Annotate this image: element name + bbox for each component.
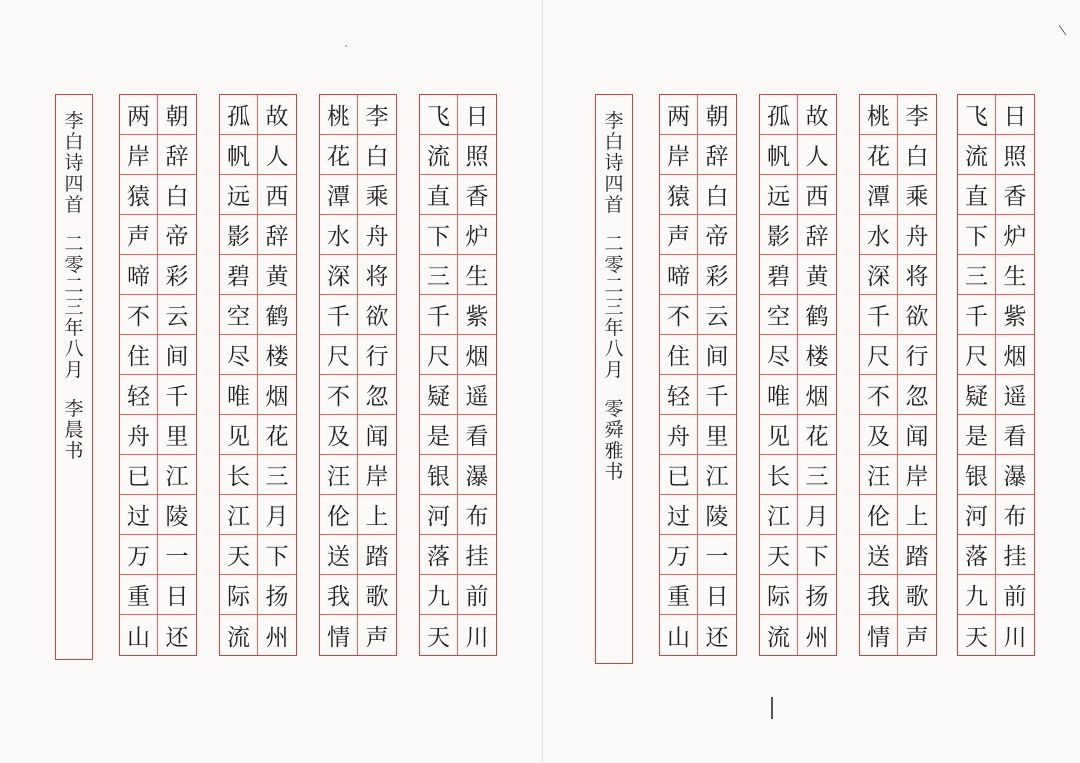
- character-cell: 日: [996, 95, 1034, 135]
- character-cell: 空: [760, 295, 798, 335]
- title-char: 诗: [604, 152, 624, 174]
- character-cell: 飞: [958, 95, 996, 135]
- character-cell: 我: [860, 575, 898, 615]
- character-cell: 山: [660, 615, 698, 655]
- character-cell: 天: [958, 615, 996, 655]
- character-cell: 千: [320, 295, 358, 335]
- character-cell: 见: [220, 415, 258, 455]
- character-cell: 江: [220, 495, 258, 535]
- character-cell: 天: [420, 615, 458, 655]
- character-cell: 流: [220, 615, 258, 655]
- date-char: 月: [604, 359, 624, 381]
- title-char: 李: [64, 110, 84, 132]
- character-cell: 故: [798, 95, 836, 135]
- character-cell: 三: [798, 455, 836, 495]
- character-cell: 瀑: [458, 455, 496, 495]
- character-cell: 下: [258, 535, 296, 575]
- character-cell: 际: [760, 575, 798, 615]
- date-char: 二: [64, 275, 84, 297]
- character-cell: 月: [798, 495, 836, 535]
- character-cell: 碧: [760, 255, 798, 295]
- character-cell: 照: [458, 135, 496, 175]
- character-cell: 桃: [860, 95, 898, 135]
- poem-grid-right-3: [859, 94, 937, 656]
- character-cell: 间: [698, 335, 736, 375]
- character-cell: 帆: [760, 135, 798, 175]
- character-cell: 闻: [898, 415, 936, 455]
- character-cell: 乘: [358, 175, 396, 215]
- character-cell: 啼: [660, 255, 698, 295]
- character-cell: 歌: [898, 575, 936, 615]
- poem-grid-1: [119, 94, 197, 656]
- character-cell: 尺: [958, 335, 996, 375]
- title-chars: [64, 111, 83, 216]
- character-cell: 彩: [158, 255, 196, 295]
- character-cell: 流: [958, 135, 996, 175]
- character-cell: 上: [898, 495, 936, 535]
- character-cell: 河: [420, 495, 458, 535]
- poem-grid-2: [219, 94, 297, 656]
- character-cell: 踏: [898, 535, 936, 575]
- character-cell: 潭: [320, 175, 358, 215]
- character-cell: 九: [420, 575, 458, 615]
- character-cell: 千: [420, 295, 458, 335]
- character-cell: 岸: [660, 135, 698, 175]
- character-cell: 舟: [358, 215, 396, 255]
- character-cell: 李: [358, 95, 396, 135]
- character-cell: 陵: [158, 495, 196, 535]
- character-cell: 烟: [996, 335, 1034, 375]
- character-cell: 花: [798, 415, 836, 455]
- character-cell: 唯: [220, 375, 258, 415]
- character-cell: 紫: [996, 295, 1034, 335]
- poem-grid-4: [419, 94, 497, 656]
- character-cell: 万: [120, 535, 158, 575]
- character-cell: 啼: [120, 255, 158, 295]
- character-cell: 重: [120, 575, 158, 615]
- character-cell: 两: [120, 95, 158, 135]
- character-cell: 前: [458, 575, 496, 615]
- character-cell: 楼: [798, 335, 836, 375]
- date-char: 零: [64, 254, 84, 276]
- character-cell: 李: [898, 95, 936, 135]
- character-cell: 西: [798, 175, 836, 215]
- character-cell: 鹤: [798, 295, 836, 335]
- character-cell: 直: [420, 175, 458, 215]
- title-char: 首: [604, 194, 624, 216]
- character-cell: 花: [320, 135, 358, 175]
- character-cell: 银: [958, 455, 996, 495]
- character-cell: 住: [660, 335, 698, 375]
- character-cell: 舟: [898, 215, 936, 255]
- character-cell: 猿: [660, 175, 698, 215]
- signature-char: 书: [64, 440, 84, 462]
- character-cell: 白: [158, 175, 196, 215]
- character-cell: 还: [705, 624, 729, 651]
- character-cell: 见: [760, 415, 798, 455]
- character-cell: 轻: [660, 375, 698, 415]
- character-cell: 故: [258, 95, 296, 135]
- character-cell: 及: [320, 415, 358, 455]
- character-cell: 将: [358, 255, 396, 295]
- character-cell: 轻: [120, 375, 158, 415]
- character-cell: 万: [660, 535, 698, 575]
- character-cell: 三: [258, 455, 296, 495]
- character-cell: 人: [258, 135, 296, 175]
- character-cell: 忽: [358, 375, 396, 415]
- character-cell: 影: [220, 215, 258, 255]
- character-cell: 过: [120, 495, 158, 535]
- date-char: 年: [604, 317, 624, 339]
- character-cell: 舟: [660, 415, 698, 455]
- character-cell: 帝: [158, 215, 196, 255]
- character-cell: 日: [698, 575, 736, 615]
- character-cell: 行: [898, 335, 936, 375]
- character-cell: 潭: [860, 175, 898, 215]
- character-cell: 帝: [698, 215, 736, 255]
- character-cell: 落: [958, 535, 996, 575]
- character-cell: 不: [860, 375, 898, 415]
- character-cell: 三: [420, 255, 458, 295]
- character-cell: 上: [358, 495, 396, 535]
- character-cell: 猿: [120, 175, 158, 215]
- character-cell: 歌: [358, 575, 396, 615]
- character-cell: 间: [158, 335, 196, 375]
- date-char: 月: [64, 359, 84, 381]
- character-cell: 欲: [898, 295, 936, 335]
- title-char: 四: [604, 173, 624, 195]
- character-cell: 瀑: [996, 455, 1034, 495]
- character-cell: 下: [420, 215, 458, 255]
- character-cell: 辞: [158, 135, 196, 175]
- title-char: 白: [604, 131, 624, 153]
- character-cell: 州: [265, 624, 289, 651]
- character-cell: 岸: [120, 135, 158, 175]
- character-cell: 挂: [996, 535, 1034, 575]
- character-cell: 日: [158, 575, 196, 615]
- character-cell: 踏: [358, 535, 396, 575]
- title-column-box: [55, 94, 93, 660]
- character-cell: 朝: [698, 95, 736, 135]
- character-cell: 紫: [458, 295, 496, 335]
- character-cell: 人: [798, 135, 836, 175]
- character-cell: 孤: [760, 95, 798, 135]
- character-cell: 水: [320, 215, 358, 255]
- character-cell: 遥: [458, 375, 496, 415]
- character-cell: 影: [760, 215, 798, 255]
- character-cell: 舟: [120, 415, 158, 455]
- character-cell: 是: [420, 415, 458, 455]
- character-cell: 月: [258, 495, 296, 535]
- character-cell: 千: [860, 295, 898, 335]
- title-char: 四: [64, 173, 84, 195]
- character-cell: 不: [660, 295, 698, 335]
- character-cell: 闻: [358, 415, 396, 455]
- character-cell: 河: [958, 495, 996, 535]
- character-cell: 伦: [860, 495, 898, 535]
- character-cell: 州: [805, 624, 829, 651]
- character-cell: 炉: [458, 215, 496, 255]
- character-cell: 天: [220, 535, 258, 575]
- signature-chars: [604, 399, 623, 483]
- character-cell: 汪: [860, 455, 898, 495]
- character-cell: 尺: [860, 335, 898, 375]
- character-cell: 陵: [698, 495, 736, 535]
- character-cell: 黄: [798, 255, 836, 295]
- character-cell: 远: [220, 175, 258, 215]
- character-cell: 直: [958, 175, 996, 215]
- character-cell: 尽: [760, 335, 798, 375]
- character-cell: 一: [698, 535, 736, 575]
- date-char: 三: [604, 296, 624, 318]
- character-cell: 里: [698, 415, 736, 455]
- character-cell: 住: [120, 335, 158, 375]
- character-cell: 千: [698, 375, 736, 415]
- character-cell: 云: [158, 295, 196, 335]
- character-cell: 伦: [320, 495, 358, 535]
- character-cell: 九: [958, 575, 996, 615]
- character-cell: 远: [760, 175, 798, 215]
- title-char: 李: [604, 110, 624, 132]
- character-cell: 孤: [220, 95, 258, 135]
- character-cell: 是: [958, 415, 996, 455]
- character-cell: 两: [660, 95, 698, 135]
- character-cell: 乘: [898, 175, 936, 215]
- signature-char: 书: [604, 461, 624, 483]
- character-cell: 生: [996, 255, 1034, 295]
- character-cell: 香: [996, 175, 1034, 215]
- character-cell: 落: [420, 535, 458, 575]
- character-cell: 流: [760, 615, 798, 655]
- paper-speck: [345, 45, 347, 47]
- character-cell: 辞: [698, 135, 736, 175]
- character-cell: 送: [860, 535, 898, 575]
- character-cell: 遥: [996, 375, 1034, 415]
- signature-char: 雅: [604, 440, 624, 462]
- character-cell: 情: [320, 615, 358, 655]
- character-cell: 已: [660, 455, 698, 495]
- character-cell: 花: [258, 415, 296, 455]
- character-cell: 烟: [458, 335, 496, 375]
- title-chars: [604, 111, 623, 216]
- character-cell: 帆: [220, 135, 258, 175]
- character-cell: 西: [258, 175, 296, 215]
- character-cell: 白: [898, 135, 936, 175]
- character-cell: 深: [320, 255, 358, 295]
- poem-grid-right-4: [957, 94, 1035, 656]
- character-cell: 看: [458, 415, 496, 455]
- character-cell: 江: [760, 495, 798, 535]
- character-cell: 欲: [358, 295, 396, 335]
- character-cell: 天: [760, 535, 798, 575]
- character-cell: 长: [760, 455, 798, 495]
- character-cell: 前: [996, 575, 1034, 615]
- character-cell: 下: [958, 215, 996, 255]
- character-cell: 布: [996, 495, 1034, 535]
- character-cell: 彩: [698, 255, 736, 295]
- character-cell: 空: [220, 295, 258, 335]
- character-cell: 声: [905, 624, 929, 651]
- character-cell: 行: [358, 335, 396, 375]
- character-cell: 看: [996, 415, 1034, 455]
- character-cell: 及: [860, 415, 898, 455]
- character-cell: 桃: [320, 95, 358, 135]
- signature-char: 舜: [604, 419, 624, 441]
- character-cell: 日: [458, 95, 496, 135]
- character-cell: 际: [220, 575, 258, 615]
- pen-mark: [771, 697, 773, 719]
- character-cell: 不: [320, 375, 358, 415]
- character-cell: 送: [320, 535, 358, 575]
- character-cell: 千: [958, 295, 996, 335]
- character-cell: 尺: [320, 335, 358, 375]
- character-cell: 江: [158, 455, 196, 495]
- character-cell: 已: [120, 455, 158, 495]
- character-cell: 烟: [258, 375, 296, 415]
- character-cell: 不: [120, 295, 158, 335]
- character-cell: 川: [1003, 624, 1027, 651]
- character-cell: 云: [698, 295, 736, 335]
- date-char: 二: [604, 233, 624, 255]
- character-cell: 过: [660, 495, 698, 535]
- character-cell: 扬: [798, 575, 836, 615]
- character-cell: 辞: [258, 215, 296, 255]
- character-cell: 银: [420, 455, 458, 495]
- character-cell: 里: [158, 415, 196, 455]
- character-cell: 尽: [220, 335, 258, 375]
- character-cell: 一: [158, 535, 196, 575]
- date-char: 三: [64, 296, 84, 318]
- character-cell: 唯: [760, 375, 798, 415]
- character-cell: 香: [458, 175, 496, 215]
- character-cell: 水: [860, 215, 898, 255]
- signature-char: 李: [64, 398, 84, 420]
- character-cell: 鹤: [258, 295, 296, 335]
- date-char: 年: [64, 317, 84, 339]
- character-cell: 将: [898, 255, 936, 295]
- character-cell: 汪: [320, 455, 358, 495]
- character-cell: 布: [458, 495, 496, 535]
- character-cell: 白: [698, 175, 736, 215]
- character-cell: 重: [660, 575, 698, 615]
- poem-grid-right-2: [759, 94, 837, 656]
- character-cell: 川: [465, 624, 489, 651]
- character-cell: 黄: [258, 255, 296, 295]
- character-cell: 长: [220, 455, 258, 495]
- title-char: 白: [64, 131, 84, 153]
- character-cell: 尺: [420, 335, 458, 375]
- date-char: 二: [64, 233, 84, 255]
- character-cell: 声: [120, 215, 158, 255]
- date-char: 零: [604, 254, 624, 276]
- date-chars: [64, 234, 83, 381]
- character-cell: 疑: [420, 375, 458, 415]
- date-chars: [604, 234, 623, 381]
- character-cell: 情: [860, 615, 898, 655]
- character-cell: 流: [420, 135, 458, 175]
- character-cell: 飞: [420, 95, 458, 135]
- character-cell: 碧: [220, 255, 258, 295]
- character-cell: 山: [120, 615, 158, 655]
- character-cell: 挂: [458, 535, 496, 575]
- character-cell: 楼: [258, 335, 296, 375]
- title-char: 诗: [64, 152, 84, 174]
- character-cell: 烟: [798, 375, 836, 415]
- signature-char: 零: [604, 398, 624, 420]
- character-cell: 三: [958, 255, 996, 295]
- poem-grid-3: [319, 94, 397, 656]
- title-char: 首: [64, 194, 84, 216]
- character-cell: 白: [358, 135, 396, 175]
- character-cell: 照: [996, 135, 1034, 175]
- date-char: 八: [64, 338, 84, 360]
- character-cell: 岸: [358, 455, 396, 495]
- character-cell: 下: [798, 535, 836, 575]
- title-column-box-right: [595, 94, 633, 664]
- character-cell: 疑: [958, 375, 996, 415]
- date-char: 八: [604, 338, 624, 360]
- character-cell: 岸: [898, 455, 936, 495]
- signature-char: 晨: [64, 419, 84, 441]
- date-char: 二: [604, 275, 624, 297]
- character-cell: 忽: [898, 375, 936, 415]
- character-cell: 还: [165, 624, 189, 651]
- character-cell: 声: [660, 215, 698, 255]
- character-cell: 我: [320, 575, 358, 615]
- character-cell: 生: [458, 255, 496, 295]
- signature-chars: [64, 399, 83, 462]
- character-cell: 声: [365, 624, 389, 651]
- character-cell: 炉: [996, 215, 1034, 255]
- character-cell: 辞: [798, 215, 836, 255]
- character-cell: 千: [158, 375, 196, 415]
- character-cell: 花: [860, 135, 898, 175]
- character-cell: 朝: [158, 95, 196, 135]
- character-cell: 扬: [258, 575, 296, 615]
- poem-grid-right-1: [659, 94, 737, 656]
- character-cell: 深: [860, 255, 898, 295]
- character-cell: 江: [698, 455, 736, 495]
